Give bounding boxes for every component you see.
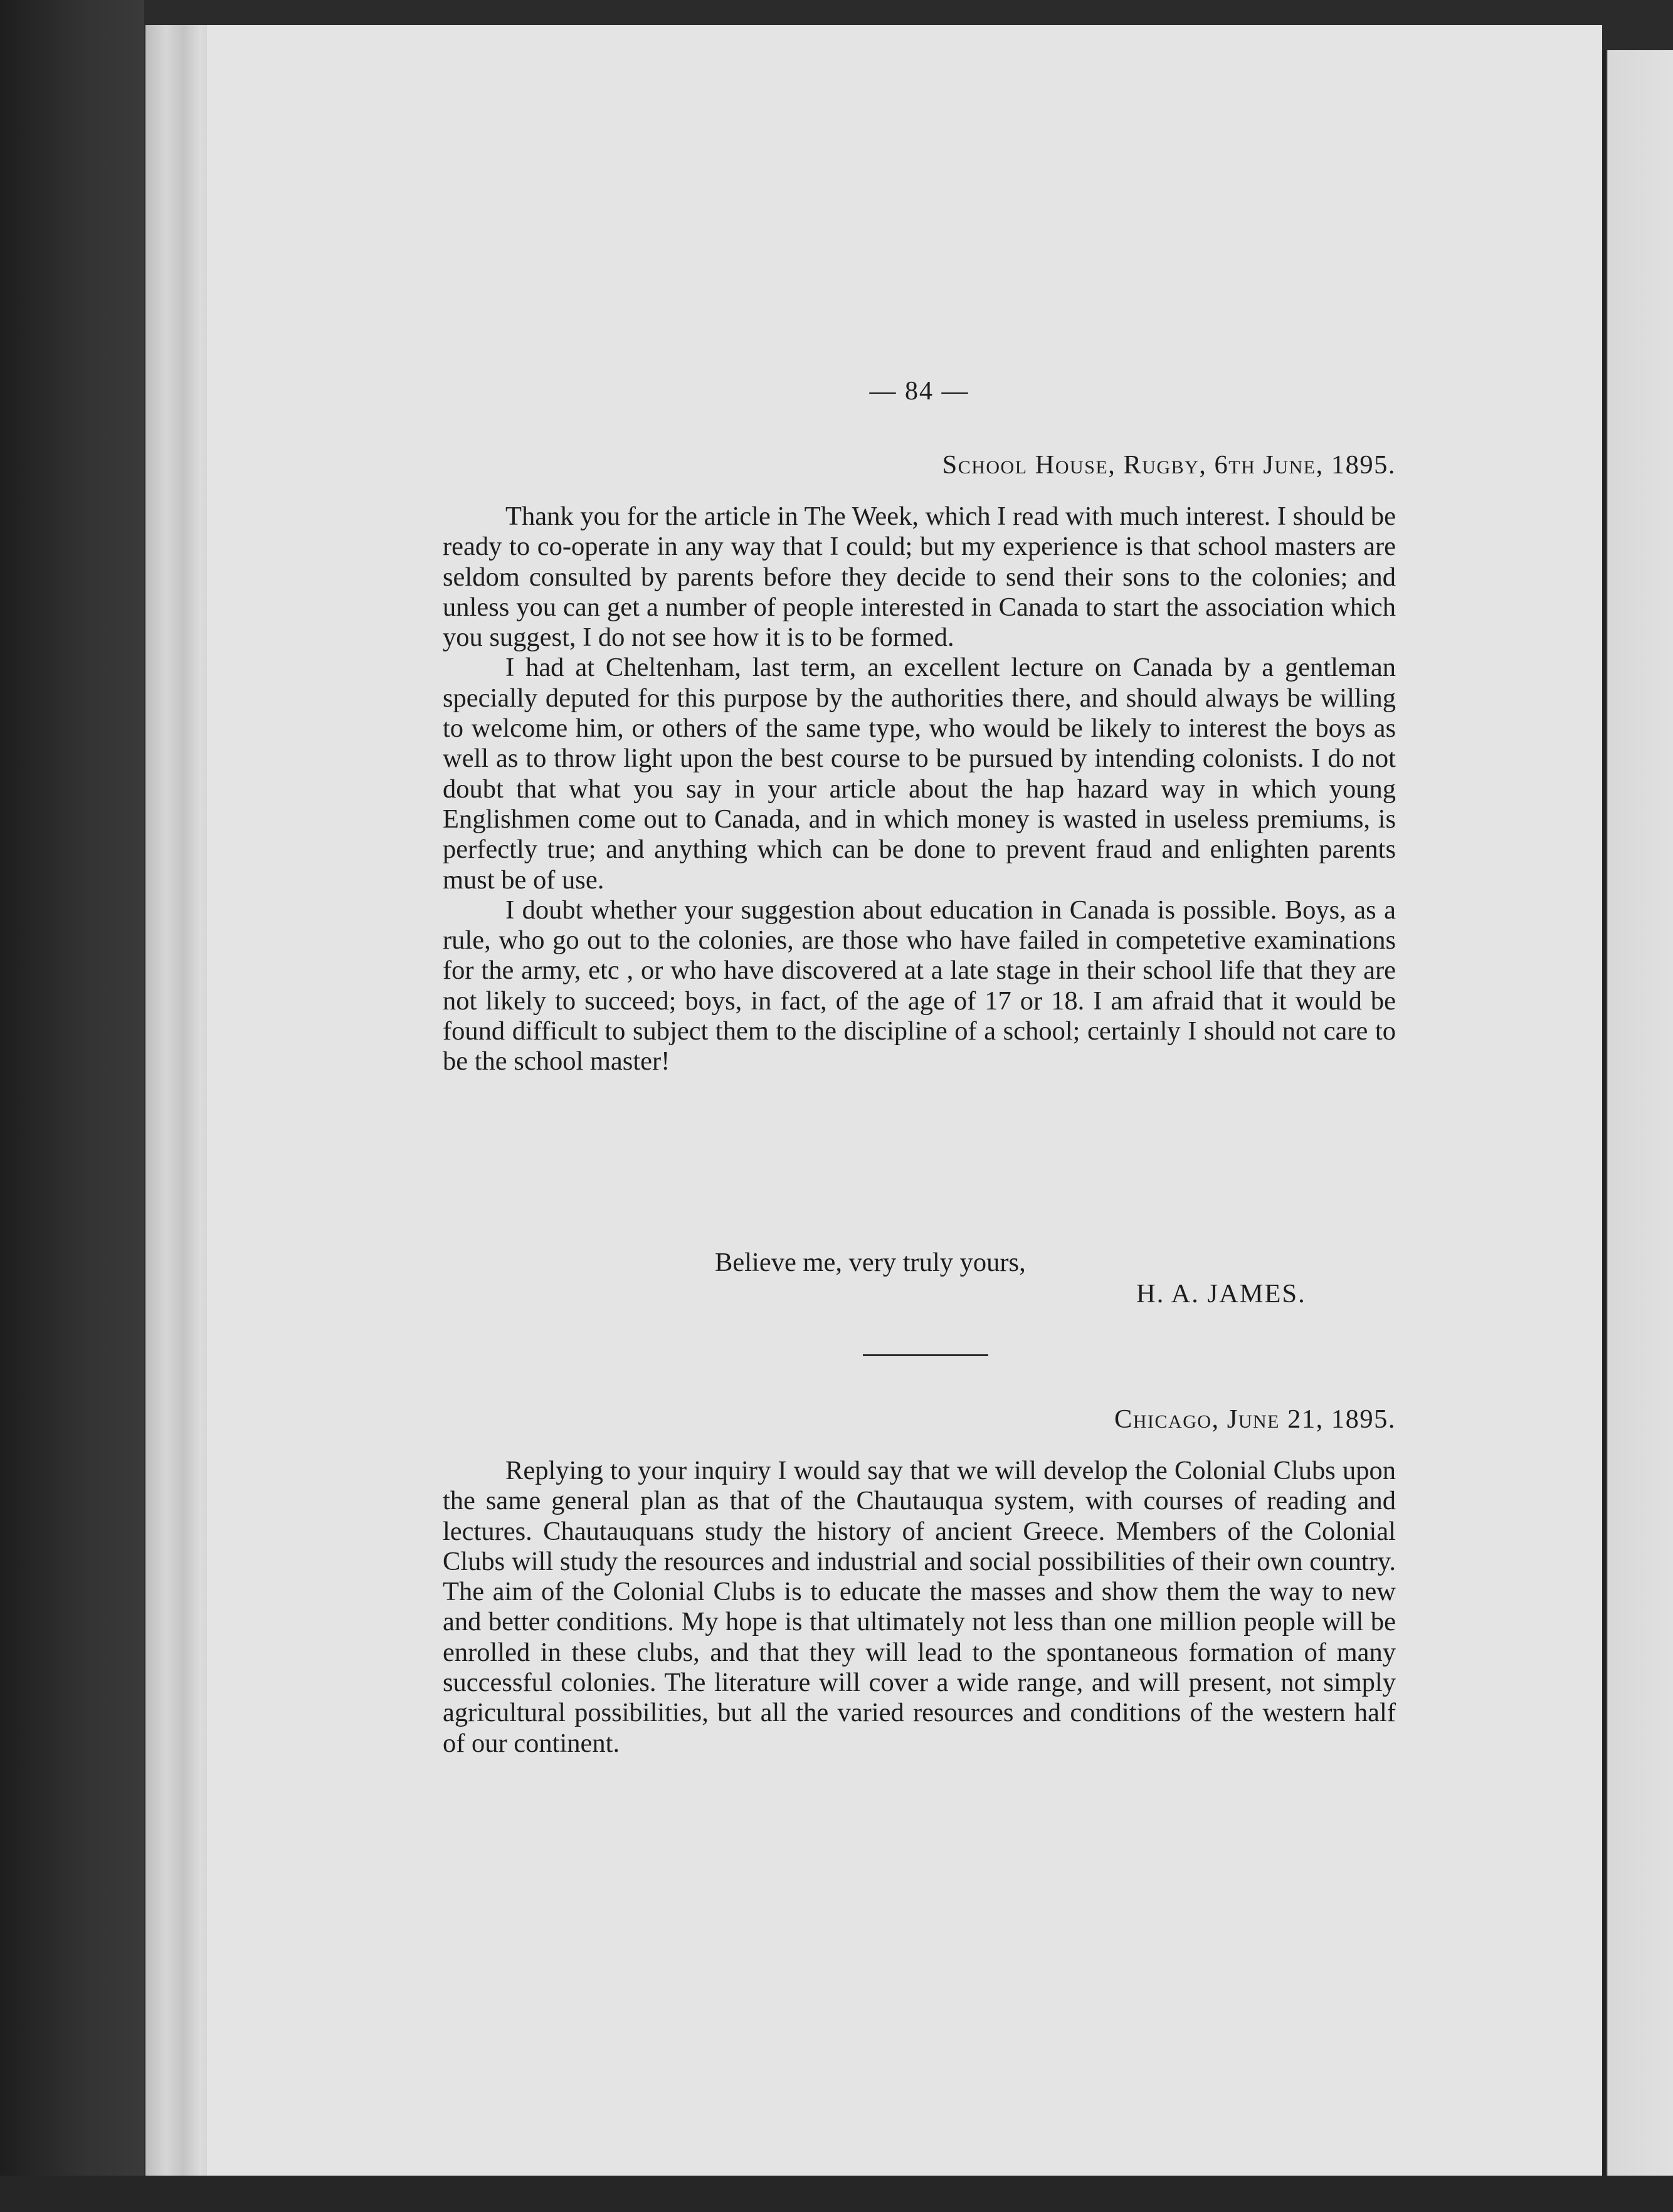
letter-1-signature: H. A. JAMES. [1136, 1279, 1306, 1309]
facing-page-edge [1602, 50, 1673, 2182]
page-number: — 84 — [869, 377, 969, 406]
letter-2-paragraph: Replying to your inquiry I would say that we will develop the Colonial Clubs upon the same general plan as that of the Chautauqua system, with courses of reading and lectures. Chautauquans study the history of ancient Greece. Members of the Colonial Clubs will study the resources and industrial and social possibilities of their own country. The aim of the Colonial Clubs is to educate the masses and show them the way to new and better conditions. My hope is that ultimately not less than one million people will be enrolled in these clubs, and that they will lead to the spontaneous formation of many successful colonies. The literature will cover a wide range, and will present, not simply agricultural possibilities, but all the varied resources and conditions of the western half of our continent. [443, 1456, 1396, 1758]
letter-1-dateline: School House, Rugby, 6th June, 1895. [942, 450, 1396, 480]
book-page [207, 25, 1602, 2176]
letter-1-closing: Believe me, very truly yours, [715, 1248, 1026, 1277]
page-stack-edge [145, 25, 214, 2176]
letter-2-body [443, 1456, 1396, 1759]
scan-bottom-edge [0, 2176, 1673, 2212]
book-binding-edge [0, 0, 144, 2212]
letter-1-paragraph: Thank you for the article in The Week, which I read with much interest. I should be ready to co-operate in any way that I could; but my experience is that school masters are seldom consulted by parents before they decide to send their sons to the colonies; and unless you can get a number of people interested in Canada to start the association which you suggest, I do not see how it is to be formed. [443, 502, 1396, 653]
letter-2-dateline: Chicago, June 21, 1895. [1114, 1404, 1396, 1434]
letter-1-paragraph: I doubt whether your suggestion about education in Canada is possible. Boys, as a rule, who go out to the colonies, are those who have failed in competetive examinations for the army, etc , or who have discovered at a late stage in their school life that they are not likely to succeed; boys, in fact, of the age of 17 or 18. I am afraid that it would be found difficult to subject them to the discipline of a school; certainly I should not care to be the school master! [443, 895, 1396, 1077]
letter-1-body [443, 502, 1396, 1077]
section-divider-rule [863, 1354, 988, 1356]
letter-1-paragraph: I had at Cheltenham, last term, an excellent lecture on Canada by a gentleman specially deputed for this purpose by the authorities there, and should always be willing to welcome him, or others of the same type, who would be likely to interest the boys as well as to throw light upon the best course to be pursued by intending colonists. I do not doubt that what you say in your article about the hap hazard way in which young Englishmen come out to Canada, and in which money is wasted in useless premiums, is perfectly true; and anything which can be done to prevent fraud and enlighten parents must be of use. [443, 653, 1396, 895]
